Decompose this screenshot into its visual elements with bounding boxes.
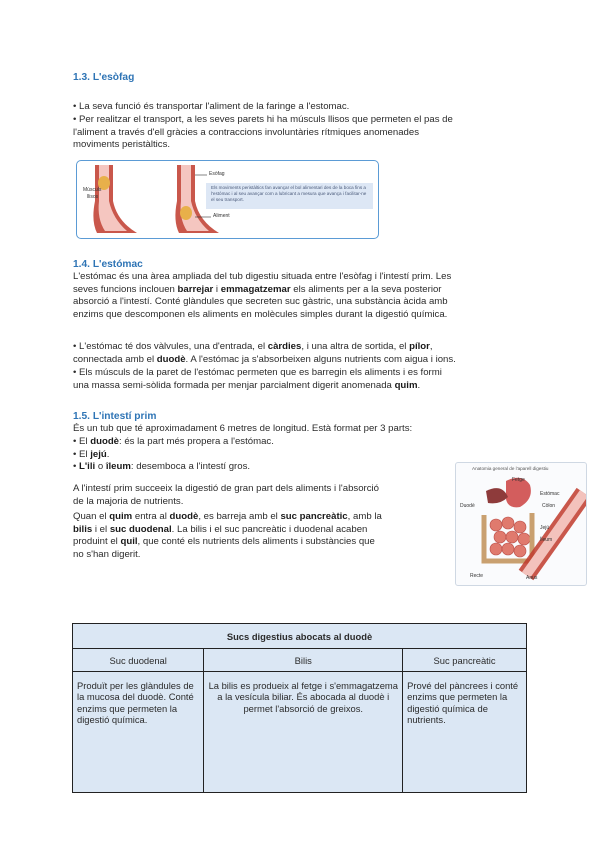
- estomac-paragraph-2: • L'estómac té dos vàlvules, una d'entrada, el càrdies, i una altra de sortida, el pílor, connectada amb el duodè. A l'estómac ja s'absorbeixen alguns nutrients com aigua i ions.: [73, 341, 456, 365]
- digestive-juices-table: [72, 623, 527, 793]
- section-title-esofag: 1.3. L'esòfag: [73, 72, 135, 83]
- label-esofag: Esòfag: [209, 171, 225, 177]
- table-header: Bilis: [204, 649, 403, 672]
- estomac-paragraph-3: • Els músculs de la paret de l'estómac permeten que es barregin els aliments i es formi una massa semi-sòlida formada per menjar parcialment digerit anomenada quim.: [73, 367, 442, 391]
- table-cell: Prové del pàncrees i conté enzims que permeten la digestió química de nutrients.: [403, 672, 527, 793]
- figure-caption: Els moviments peristàltics fan avançar el bol alimentari des de la boca fins a l'estómac i al seu avançar com a lubricant a mesura que avança i facilitar-ne el seu transport.: [211, 185, 367, 202]
- list-item: • El duodè: és la part més propera a l'estómac.: [73, 436, 274, 447]
- intesti-paragraph-2: A l'intestí prim succeeix la digestió de gran part dels aliments i l'absorció de la majoria de nutrients.: [73, 483, 380, 507]
- list-item: • El jejú.: [73, 448, 110, 460]
- esofag-figure: Músculs llisos Esòfag Aliment Els moviments peristàltics fan avançar el bol alimentari des de la boca fins a l'estómac i al seu avançar com a lubricant a mesura que avança i facilitar-ne el seu transport.: [76, 160, 379, 239]
- intesti-paragraph-3: Quan el quim entra al duodè, es barreja amb el suc pancreàtic, amb la bilis i el suc duodenal. La bilis i el suc pancreàtic i duodenal acaben produint el quil, que conté els nutrients dels aliments i substàncies que no s'han digerit.: [73, 511, 382, 560]
- table-cell: La bilis es produeix al fetge i s'emmagatzema a la vesícula biliar. És abocada al duodè i permet l'absorció de greixos.: [204, 672, 403, 793]
- esofag-paragraph-2: • Per realitzar el transport, a les seves parets hi ha músculs llisos que permeten el pas de l'aliment a través d'ell gràcies a contraccions involuntàries rítmiques anomenades moviments peristàltics.: [73, 114, 453, 151]
- intesti-intro: És un tub que té aproximadament 6 metres de longitud. Està format per 3 parts:: [73, 423, 413, 434]
- divider-line: [176, 238, 254, 239]
- esofag-paragraph-1: • La seva funció és transportar l'aliment de la faringe a l'estomac.: [73, 101, 350, 112]
- table-cell: Produït per les glàndules de la mucosa del duodè. Conté enzims que permeten la digestió química.: [73, 672, 204, 793]
- table-title: Sucs digestius abocats al duodè: [73, 624, 527, 649]
- table-header: Suc duodenal: [73, 649, 204, 672]
- label-aliment: Aliment: [213, 213, 230, 219]
- table-row: [73, 672, 527, 793]
- figure-title: Anatomia general de l'aparell digestiu: [472, 466, 549, 471]
- table-header: Suc pancreàtic: [403, 649, 527, 672]
- section-title-intesti-prim: 1.5. L'intestí prim: [73, 411, 157, 422]
- intesti-parts-list: [73, 436, 445, 474]
- section-title-estomac: 1.4. L'estómac: [73, 259, 143, 270]
- intestine-figure: Anatomia general de l'aparell digestiu Estómac Fetge Duodè Còlon Jejú Íleum Recte Anus: [455, 462, 587, 586]
- estomac-paragraph-1: L'estómac és una àrea ampliada del tub digestiu situada entre l'esòfag i l'intestí prim. Les seves funcions inclouen barrejar i emmagatzemar els aliments per a la seva posterior absorció a l'intestí. Conté glàndules que secreten suc gàstric, una substància àcida amb enzims que descomponen els aliments en molècules simples durant la digestió química.: [73, 271, 452, 320]
- list-item: • L'ili o îleum: desemboca a l'intestí gros.: [73, 461, 251, 473]
